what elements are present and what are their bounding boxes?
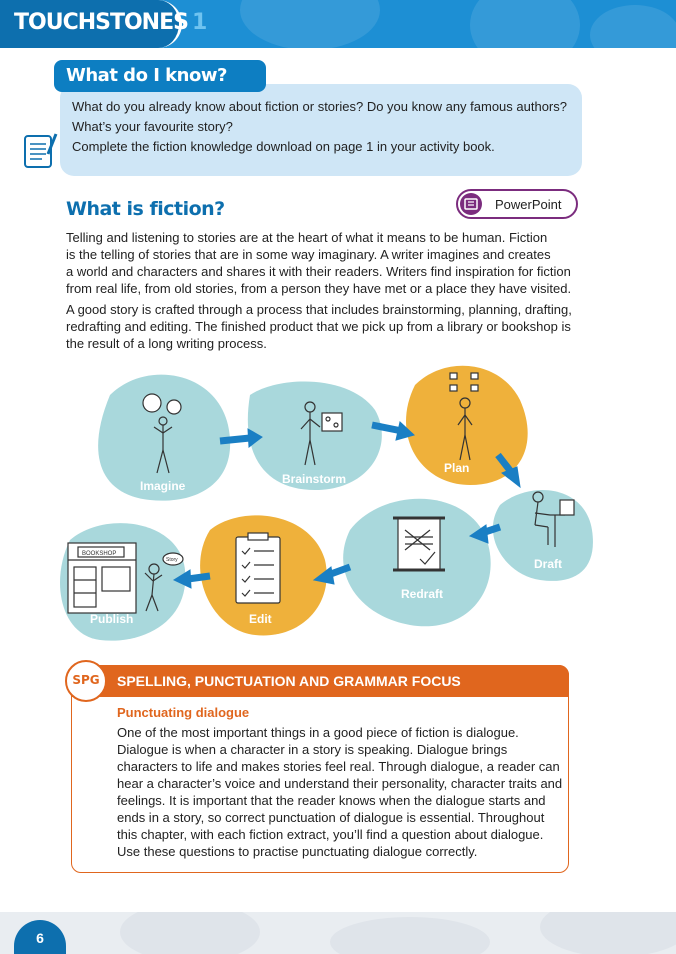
text-line: Dialogue is when a character in a story is speaking. Dialogue brings [117,742,508,757]
section-title: What is fiction? [66,198,225,220]
stage-label-edit: Edit [249,612,272,626]
brand-logo: TOUCHSTONES 1 [14,10,207,35]
text-line: A good story is crafted through a process that includes brainstorming, planning, drafting, [66,302,572,317]
text-line: from real life, from old stories, from a person they have met or a place they have visited. [66,281,572,296]
know-text [72,98,580,158]
text-line: feelings. It is important that the reader knows when the dialogue starts and [117,793,546,808]
text-line: this chapter, with each fiction extract, you’ll find a question about dialogue. [117,827,544,842]
writing-process-diagram [50,355,600,650]
know-line-2: What’s your favourite story? [72,119,233,134]
spg-title: SPELLING, PUNCTUATION AND GRAMMAR FOCUS [117,673,461,689]
brand-box [0,0,207,48]
fiction-paragraph-2 [66,301,584,352]
text-line: the result of a long writing process. [66,336,267,351]
powerpoint-button[interactable] [456,189,578,219]
text-line: Telling and listening to stories are at the heart of what it means to be human. Fiction [66,230,548,245]
stage-label-imagine: Imagine [140,479,186,493]
edit-clipboard-icon [236,533,280,603]
powerpoint-icon [460,193,482,215]
text-line: characters to life and makes stories feel real. Through dialogue, a reader can [117,759,560,774]
footer-band [0,912,676,954]
page-number: 6 [36,930,44,946]
bookshop-sign: BOOKSHOP [82,551,117,557]
know-line-3: Complete the fiction knowledge download on page 1 in your activity book. [72,139,495,154]
text-line: is the telling of stories that are in some way imaginary. A writer imagines and creates [66,247,551,262]
spg-text [117,724,563,860]
powerpoint-label: PowerPoint [495,197,562,212]
fiction-paragraph-1 [66,229,584,297]
text-line: Use these questions to practise punctuating dialogue correctly. [117,844,478,859]
notepad-icon [22,130,58,170]
speech-bubble-text: Story [166,557,178,563]
stage-label-draft: Draft [534,557,563,571]
text-line: ends in a story, so correct punctuation of dialogue is essential. Throughout [117,810,545,825]
stage-label-publish: Publish [90,612,134,626]
spg-subtitle: Punctuating dialogue [117,705,250,720]
stage-label-brainstorm: Brainstorm [282,472,347,486]
text-line: hear a character’s voice and understand their personality, character traits and [117,776,563,791]
spg-badge-icon: SPG [65,660,107,702]
header-banner [0,0,676,48]
text-line: redrafting and editing. The finished product that we pick up from a library or bookshop is [66,319,571,334]
text-line: One of the most important things in a good piece of fiction is dialogue. [117,725,519,740]
know-title: What do I know? [66,65,227,86]
know-line-1: What do you already know about fiction or stories? Do you know any famous authors? [72,99,567,114]
text-line: a world and characters and shares it with their readers. Writers find inspiration for fiction [66,264,571,279]
stage-label-plan: Plan [444,461,470,475]
redraft-paper-icon [393,518,445,570]
stage-label-redraft: Redraft [401,587,444,601]
know-title-box [54,60,266,92]
